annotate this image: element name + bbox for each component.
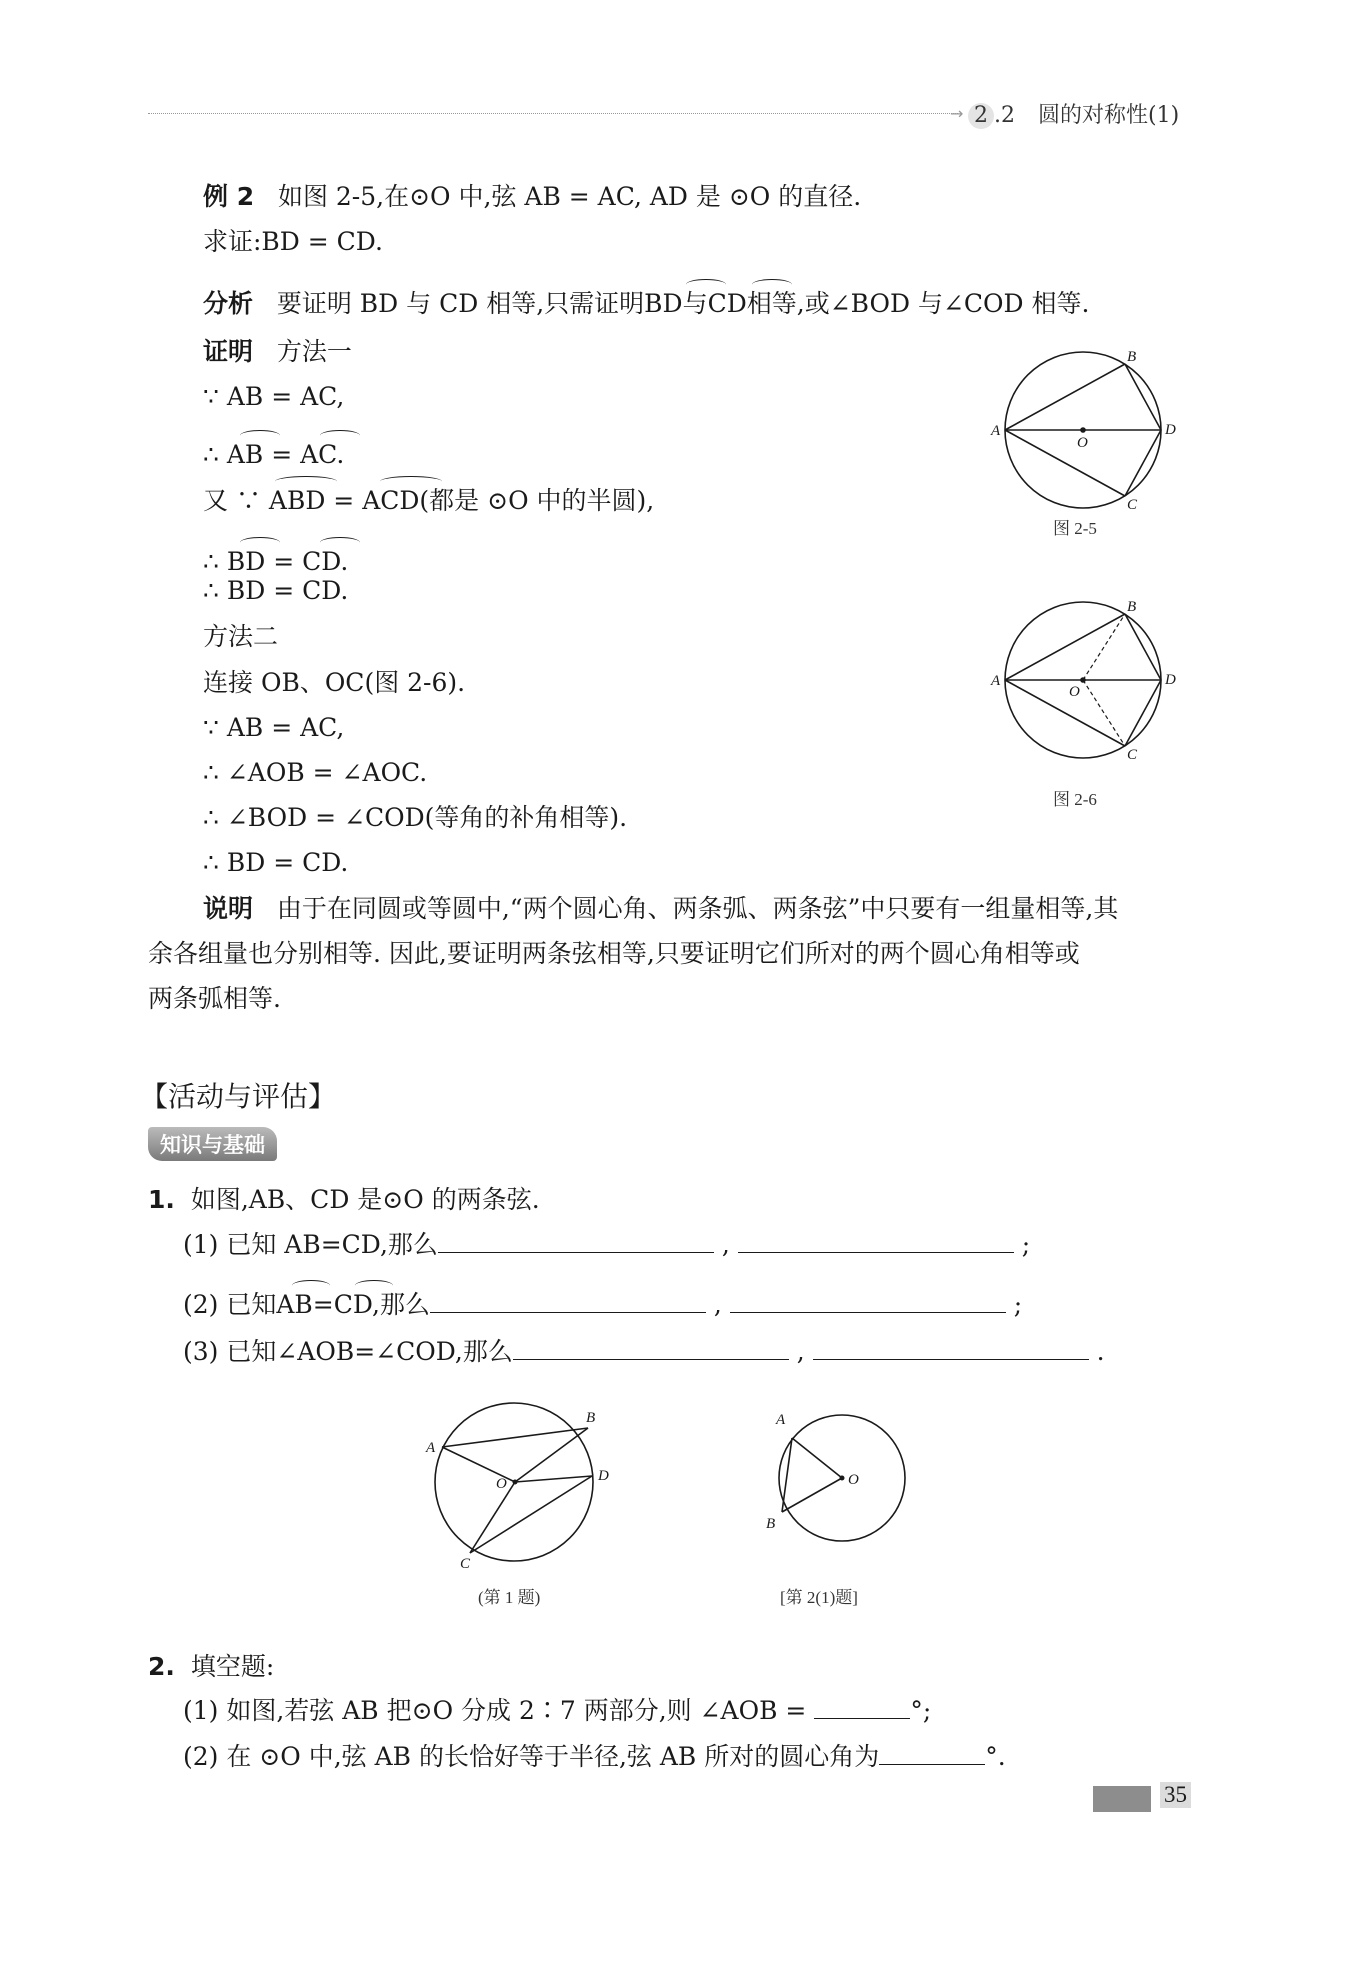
- label-c: C: [1127, 497, 1138, 513]
- method2-step-5: ∴ BD = CD.: [203, 848, 349, 877]
- figure-2-5-caption: 图 2-5: [1053, 519, 1097, 538]
- answer-blank[interactable]: [513, 1337, 789, 1360]
- q2-stem: 填空题:: [190, 1652, 275, 1681]
- q1-figure-caption: (第 1 题): [478, 1588, 541, 1607]
- label-b: B: [1127, 349, 1137, 365]
- section-rest: .2: [994, 103, 1015, 128]
- label-d: D: [1165, 422, 1176, 438]
- note-line-1: [203, 892, 1118, 926]
- q2-figure-caption: [第 2(1)题]: [780, 1588, 858, 1607]
- answer-blank[interactable]: [430, 1290, 706, 1313]
- label-o: O: [1069, 684, 1080, 700]
- label-b: B: [1127, 599, 1137, 615]
- arc-mark: [380, 476, 442, 487]
- q1-figure: [420, 1390, 620, 1580]
- note-text-1: 由于在同圆或等圆中,“两个圆心角、两条弧、两条弦”中只要有一组量相等,其: [276, 894, 1119, 923]
- arc-mark: [320, 537, 360, 548]
- page-number-badge: [1093, 1786, 1151, 1812]
- answer-blank[interactable]: [814, 1696, 910, 1719]
- answer-blank[interactable]: [879, 1742, 985, 1765]
- note-label: 说明: [203, 894, 254, 923]
- q1-stem: 如图,AB、CD 是⊙O 的两条弦.: [190, 1185, 540, 1214]
- q2-part-2: (2) 在 ⊙O 中,弦 AB 的长恰好等于半径,弦 AB 所对的圆心角为 °.: [183, 1742, 1006, 1771]
- label-d: D: [1165, 672, 1176, 688]
- q2-stem-line: [148, 1650, 274, 1684]
- example-label: 例 2: [203, 182, 255, 211]
- label-a: A: [426, 1440, 436, 1456]
- answer-blank[interactable]: [730, 1290, 1006, 1313]
- activity-heading: 【活动与评估】: [140, 1080, 337, 1113]
- arc-mark: [275, 476, 337, 487]
- figure-2-6-caption: 图 2-6: [1053, 790, 1097, 809]
- example-prove: 求证:BD = CD.: [203, 227, 383, 256]
- header-arrow: →: [950, 104, 964, 123]
- example-problem-line: [203, 180, 861, 214]
- page-number: 35: [1160, 1782, 1191, 1808]
- q2-part-1: (1) 如图,若弦 AB 把⊙O 分成 2∶7 两部分,则 ∠AOB = °;: [183, 1696, 932, 1725]
- section-header: [968, 98, 1179, 129]
- proof-step-5: ∴ BD = CD.: [203, 576, 349, 605]
- q1-part-1-text: (1) 已知 AB=CD,那么: [183, 1230, 438, 1259]
- note-line-3: 两条弧相等.: [148, 984, 281, 1013]
- label-a: A: [991, 423, 1001, 439]
- proof-step-3: 又 ∵ ABD = ACD(都是 ⊙O 中的半圆),: [203, 486, 655, 515]
- arc-mark: [355, 1280, 393, 1291]
- example-problem: 如图 2-5,在⊙O 中,弦 AB = AC, AD 是 ⊙O 的直径.: [277, 182, 862, 211]
- note-line-2: 余各组量也分别相等. 因此,要证明两条弦相等,只要证明它们所对的两个圆心角相等或: [148, 939, 1080, 968]
- proof-line: [203, 335, 352, 369]
- answer-blank[interactable]: [813, 1337, 1089, 1360]
- arc-mark: [686, 279, 726, 290]
- arc-mark: [320, 430, 360, 441]
- label-c: C: [460, 1556, 471, 1572]
- label-b: B: [766, 1516, 776, 1532]
- answer-blank[interactable]: [438, 1230, 714, 1253]
- analysis-label: 分析: [203, 289, 254, 318]
- proof-step-4: ∴ BD = CD.: [203, 547, 349, 576]
- q1-part-2-text: (2) 已知AB=CD,那么: [183, 1290, 430, 1319]
- knowledge-ribbon: 知识与基础: [148, 1127, 277, 1161]
- label-o: O: [1077, 435, 1088, 451]
- label-d: D: [598, 1468, 609, 1484]
- label-a: A: [776, 1412, 786, 1428]
- q1-part-1: (1) 已知 AB=CD,那么 , ;: [183, 1230, 1031, 1259]
- method2-step-3: ∴ ∠AOB = ∠AOC.: [203, 758, 428, 787]
- label-o: O: [496, 1476, 507, 1492]
- section-title: 圆的对称性(1): [1038, 103, 1180, 128]
- section-number: 2: [968, 103, 994, 129]
- method2-step-4: ∴ ∠BOD = ∠COD(等角的补角相等).: [203, 803, 628, 832]
- method2-step-1: 连接 OB、OC(图 2-6).: [203, 668, 466, 697]
- arc-mark: [752, 279, 792, 290]
- proof-step-2: ∴ AB = AC.: [203, 440, 345, 469]
- method2-step-2: ∵ AB = AC,: [203, 713, 345, 742]
- label-c: C: [1127, 747, 1138, 763]
- label-b: B: [586, 1410, 596, 1426]
- label-a: A: [991, 673, 1001, 689]
- q1-part-3: (3) 已知∠AOB=∠COD,那么 , .: [183, 1337, 1105, 1366]
- answer-blank[interactable]: [738, 1230, 1014, 1253]
- method1-label: 方法一: [276, 337, 352, 366]
- header-rule: [148, 113, 958, 114]
- analysis-line: [203, 287, 1090, 321]
- arc-mark: [240, 430, 280, 441]
- q2-part-1-text: (1) 如图,若弦 AB 把⊙O 分成 2∶7 两部分,则 ∠AOB =: [183, 1696, 807, 1725]
- q1-number: 1.: [148, 1185, 175, 1214]
- q2-part-2-text: (2) 在 ⊙O 中,弦 AB 的长恰好等于半径,弦 AB 所对的圆心角为: [183, 1742, 880, 1771]
- label-o: O: [848, 1472, 859, 1488]
- q2-figure: [752, 1400, 932, 1560]
- arc-mark: [240, 537, 280, 548]
- q1-stem-line: [148, 1183, 540, 1217]
- analysis-text: 要证明 BD 与 CD 相等,只需证明BD与CD相等,或∠BOD 与∠COD 相等.: [276, 289, 1090, 318]
- q1-part-3-text: (3) 已知∠AOB=∠COD,那么: [183, 1337, 513, 1366]
- q2-number: 2.: [148, 1652, 175, 1681]
- method2-label: 方法二: [203, 622, 279, 651]
- proof-step-1: ∵ AB = AC,: [203, 382, 345, 411]
- figure-2-6: [985, 595, 1185, 795]
- q1-part-2: (2) 已知AB=CD,那么 , ;: [183, 1290, 1023, 1319]
- arc-mark: [292, 1280, 330, 1291]
- proof-label: 证明: [203, 337, 254, 366]
